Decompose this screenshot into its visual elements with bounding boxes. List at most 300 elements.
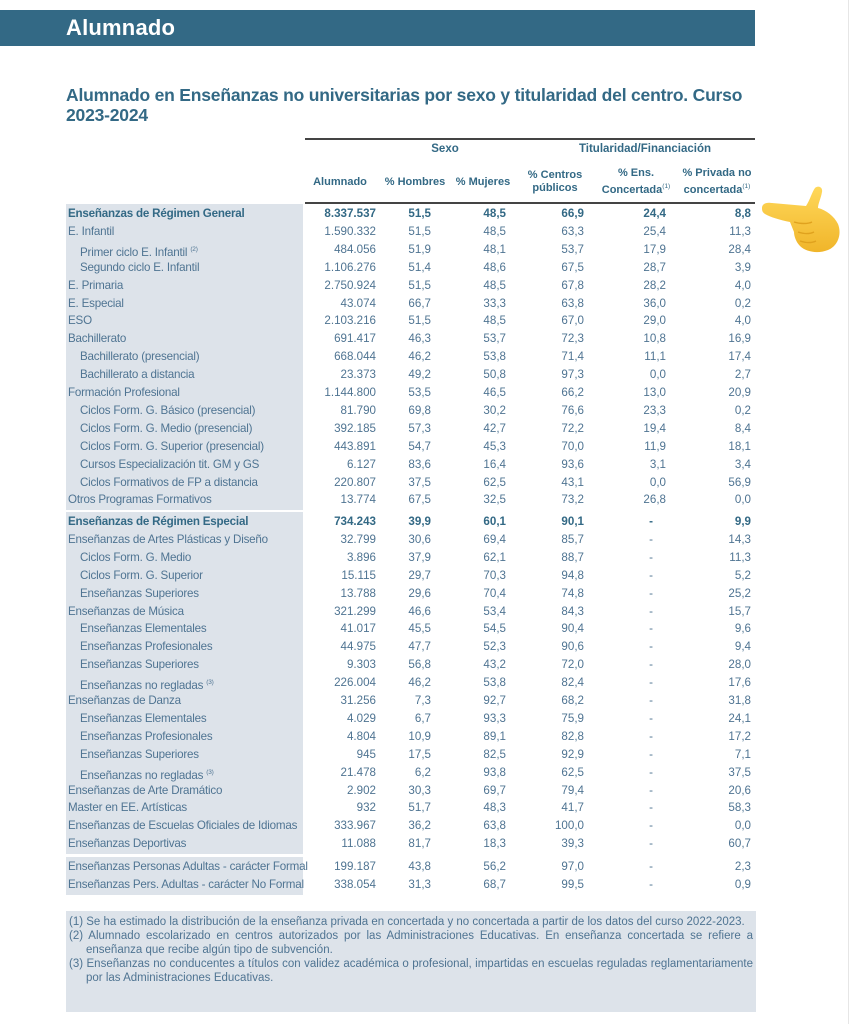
cell-alumnado: 668.044 (334, 350, 376, 364)
row-label (68, 223, 114, 241)
cell-mujeres: 48,5 (483, 207, 506, 220)
cell-privada-no-concertada: 60,7 (728, 837, 751, 851)
cell-mujeres: 45,3 (483, 439, 506, 453)
cell-alumnado: 1.590.332 (324, 224, 376, 238)
cell-mujeres: 69,4 (483, 532, 506, 546)
cell-hombres: 81,7 (408, 837, 431, 851)
cell-centros-publicos: 84,3 (561, 604, 584, 618)
cell-centros-publicos: 72,3 (561, 332, 584, 346)
cell-hombres: 46,6 (408, 604, 431, 618)
cell-concertada: 11,9 (644, 439, 666, 453)
cell-mujeres: 33,3 (483, 296, 506, 310)
banner-title: Alumnado (66, 15, 176, 40)
cell-hombres: 83,6 (408, 457, 431, 471)
cell-hombres: 29,7 (408, 568, 431, 582)
cell-hombres: 45,5 (408, 622, 431, 636)
cell-mujeres: 92,7 (483, 694, 506, 707)
cell-alumnado: 945 (356, 747, 376, 761)
row-label-text: Enseñanzas Profesionales (80, 640, 213, 654)
table-row (66, 223, 756, 241)
cell-concertada: - (649, 550, 653, 564)
table-row (66, 817, 756, 835)
cell-alumnado: 43.074 (340, 296, 376, 310)
row-label (68, 782, 222, 800)
cell-concertada: - (649, 729, 653, 743)
cell-mujeres: 30,2 (483, 403, 506, 417)
cell-concertada: - (649, 877, 653, 891)
cell-alumnado: 11.088 (341, 837, 376, 851)
table-row (66, 384, 756, 402)
cell-centros-publicos: 88,7 (561, 550, 584, 564)
cell-hombres: 46,2 (408, 676, 431, 690)
cell-alumnado: 8.337.537 (324, 207, 376, 220)
section-banner (0, 10, 755, 46)
cell-hombres: 6,7 (414, 711, 431, 725)
cell-centros-publicos: 72,2 (561, 421, 584, 435)
cell-mujeres: 16,4 (483, 457, 506, 471)
cell-alumnado: 484.056 (334, 242, 376, 256)
cell-alumnado: 44.975 (340, 640, 376, 654)
cell-privada-no-concertada: 5,2 (734, 568, 751, 582)
cell-concertada: 25,4 (643, 224, 666, 238)
cell-hombres: 51,4 (408, 260, 431, 274)
cell-mujeres: 48,6 (483, 260, 506, 274)
cell-privada-no-concertada: 9,4 (734, 640, 751, 654)
cell-privada-no-concertada: 0,9 (734, 877, 751, 891)
cell-privada-no-concertada: 17,4 (728, 350, 751, 364)
row-label (80, 728, 212, 746)
row-label (68, 205, 245, 223)
table-row (66, 567, 756, 585)
cell-concertada: - (649, 801, 653, 815)
cell-alumnado: 6.127 (346, 457, 376, 471)
row-label-text: Segundo ciclo E. Infantil (80, 260, 200, 274)
row-label (80, 549, 191, 567)
cell-concertada: 23,3 (643, 403, 666, 417)
row-label (80, 402, 255, 420)
col-header-hombres: % Hombres (384, 175, 446, 188)
cell-hombres: 46,3 (408, 332, 431, 346)
cell-hombres: 43,8 (408, 860, 431, 873)
cell-privada-no-concertada: 9,9 (734, 515, 751, 528)
cell-mujeres: 48,3 (483, 801, 506, 815)
cell-concertada: 17,9 (643, 242, 666, 256)
cell-alumnado: 220.807 (334, 475, 376, 489)
cell-hombres: 36,2 (408, 819, 431, 833)
cell-centros-publicos: 67,8 (561, 278, 584, 292)
cell-centros-publicos: 68,2 (561, 694, 584, 707)
table-row (66, 638, 756, 656)
row-label-text: Enseñanzas Elementales (80, 711, 207, 725)
row-label-text: Primer ciclo E. Infantil (80, 245, 188, 259)
cell-privada-no-concertada: 11,3 (729, 550, 751, 564)
col-header-alumnado: Alumnado (313, 175, 367, 188)
cell-privada-no-concertada: 7,1 (734, 747, 751, 761)
cell-mujeres: 43,2 (483, 658, 506, 672)
cell-mujeres: 62,5 (483, 475, 506, 489)
cell-concertada: - (649, 783, 653, 797)
row-label (68, 295, 124, 313)
cell-concertada: - (649, 586, 653, 600)
row-label-text: Bachillerato (68, 332, 127, 346)
footnote-ref: (3) (206, 768, 214, 776)
cell-alumnado: 81.790 (340, 403, 376, 417)
cell-centros-publicos: 90,1 (561, 515, 584, 528)
cell-hombres: 51,5 (408, 314, 431, 328)
row-label-text: Enseñanzas de Arte Dramático (68, 783, 223, 797)
cell-concertada: - (649, 837, 653, 851)
cell-alumnado: 734.243 (334, 515, 376, 528)
row-label (68, 384, 180, 402)
row-label (80, 348, 199, 366)
cell-hombres: 39,9 (408, 515, 431, 528)
cell-concertada: - (649, 819, 653, 833)
cell-concertada: - (649, 694, 653, 707)
row-label (80, 638, 212, 656)
table-row (66, 312, 756, 330)
table-row (66, 474, 756, 492)
cell-hombres: 51,5 (408, 278, 431, 292)
cell-mujeres: 53,8 (483, 350, 506, 364)
footnote-3: (3) Enseñanzas no conducentes a títulos con validez académica o profesional, impartidas en escuelas reguladas reglamentariamente por las Administraciones Educativas. (69, 958, 753, 984)
cell-hombres: 69,8 (408, 403, 431, 417)
cell-privada-no-concertada: 20,6 (728, 783, 751, 797)
cell-concertada: - (649, 765, 653, 779)
cell-concertada: - (649, 604, 653, 618)
cell-centros-publicos: 82,8 (561, 729, 584, 743)
row-label (80, 620, 206, 638)
cell-concertada: - (649, 711, 653, 725)
cell-centros-publicos: 92,9 (561, 747, 584, 761)
row-label (80, 567, 203, 585)
cell-mujeres: 89,1 (483, 729, 506, 743)
cell-alumnado: 9.303 (346, 658, 376, 672)
cell-centros-publicos: 90,4 (561, 622, 584, 636)
cell-hombres: 7,3 (414, 694, 431, 707)
cell-mujeres: 18,3 (483, 837, 506, 851)
cell-privada-no-concertada: 0,2 (734, 296, 751, 310)
cell-privada-no-concertada: 8,4 (734, 421, 751, 435)
cell-alumnado: 13.774 (340, 493, 376, 507)
cell-mujeres: 68,7 (483, 877, 506, 891)
cell-privada-no-concertada: 15,7 (728, 604, 751, 618)
cell-centros-publicos: 97,0 (561, 860, 584, 873)
cell-centros-publicos: 53,7 (561, 242, 584, 256)
cell-hombres: 47,7 (408, 640, 431, 654)
row-label (68, 799, 187, 817)
cell-privada-no-concertada: 31,8 (728, 694, 751, 707)
row-label (68, 858, 308, 876)
table-row (66, 241, 756, 259)
cell-alumnado: 3.896 (346, 550, 376, 564)
row-label-text: Cursos Especialización tit. GM y GS (80, 457, 260, 471)
cell-mujeres: 32,5 (483, 493, 506, 507)
table-row (66, 585, 756, 603)
cell-privada-no-concertada: 11,3 (729, 224, 751, 238)
row-label (68, 277, 123, 295)
row-label-text: Enseñanzas de Escuelas Oficiales de Idiomas (68, 819, 298, 833)
cell-centros-publicos: 41,7 (561, 801, 584, 815)
cell-hombres: 57,3 (408, 421, 431, 435)
cell-alumnado: 1.106.276 (324, 260, 376, 274)
cell-concertada: - (649, 676, 653, 690)
cell-centros-publicos: 94,8 (561, 568, 584, 582)
table-row (66, 348, 756, 366)
cell-alumnado: 23.373 (340, 368, 376, 382)
row-label (80, 438, 264, 456)
table-row (66, 531, 756, 549)
table-row (66, 330, 756, 348)
cell-concertada: 10,8 (643, 332, 666, 346)
row-label-text: Enseñanzas de Régimen General (68, 207, 245, 220)
cell-privada-no-concertada: 16,9 (728, 332, 751, 346)
cell-alumnado: 321.299 (334, 604, 376, 618)
row-label (68, 330, 126, 348)
row-label (80, 456, 259, 474)
cell-centros-publicos: 76,6 (561, 403, 584, 417)
cell-concertada: 3,1 (649, 457, 666, 471)
cell-privada-no-concertada: 9,6 (734, 622, 751, 636)
footnote-2: (2) Alumnado escolarizado en centros autorizados por las Administraciones Educativas. En enseñanza concertada se refiere a enseñanza que recibe algún tipo de subvención. (69, 930, 753, 956)
group-header-titularidad: Titularidad/Financiación (578, 143, 712, 155)
table-row (66, 799, 756, 817)
cell-alumnado: 338.054 (334, 877, 376, 891)
table-row (66, 710, 756, 728)
cell-privada-no-concertada: 0,0 (734, 493, 751, 507)
row-label (68, 312, 92, 330)
cell-mujeres: 93,3 (483, 711, 506, 725)
cell-hombres: 30,6 (408, 532, 431, 546)
cell-mujeres: 48,5 (483, 224, 506, 238)
cell-mujeres: 70,3 (483, 568, 506, 582)
cell-centros-publicos: 71,4 (561, 350, 584, 364)
row-label-text: Enseñanzas Superiores (80, 586, 199, 600)
col-header-concertada: % Ens. Concertada$^{(1)}$ (601, 167, 671, 196)
row-label-text: Ciclos Form. G. Básico (presencial) (80, 403, 256, 417)
row-label-text: Enseñanzas no regladas (80, 768, 204, 782)
cell-centros-publicos: 67,5 (561, 260, 584, 274)
cell-mujeres: 48,5 (483, 278, 506, 292)
cell-centros-publicos: 70,0 (561, 439, 584, 453)
cell-privada-no-concertada: 28,0 (728, 658, 751, 672)
cell-privada-no-concertada: 28,4 (728, 242, 751, 256)
row-label (68, 876, 304, 894)
cell-centros-publicos: 72,0 (561, 658, 584, 672)
cell-mujeres: 82,5 (483, 747, 506, 761)
row-label-text: Enseñanzas Deportivas (68, 837, 187, 851)
cell-mujeres: 42,7 (483, 421, 506, 435)
row-label (68, 817, 297, 835)
cell-mujeres: 48,1 (483, 242, 506, 256)
row-label-text: Enseñanzas de Danza (68, 694, 181, 707)
cell-privada-no-concertada: 17,2 (728, 729, 751, 743)
cell-concertada: - (649, 568, 653, 582)
cell-privada-no-concertada: 14,3 (728, 532, 751, 546)
row-label-text: Ciclos Form. G. Medio (80, 550, 192, 564)
cell-concertada: 28,7 (643, 260, 666, 274)
pointing-hand-icon (760, 186, 845, 258)
footnote-1: (1) Se ha estimado la distribución de la enseñanza privada en concertada y no concertada a partir de los datos del curso 2022-2023. (69, 916, 745, 928)
cell-alumnado: 21.478 (340, 765, 376, 779)
table-row (66, 402, 756, 420)
table-row (66, 549, 756, 567)
row-label-text: Ciclos Form. G. Superior (80, 568, 203, 582)
cell-mujeres: 53,4 (483, 604, 506, 618)
header-rule-bottom (305, 202, 755, 204)
cell-privada-no-concertada: 20,9 (728, 386, 751, 399)
cell-centros-publicos: 63,3 (561, 224, 584, 238)
cell-privada-no-concertada: 3,9 (734, 260, 751, 274)
cell-concertada: 19,4 (643, 421, 666, 435)
col-header-mujeres: % Mujeres (455, 175, 511, 188)
page-edge-divider (848, 0, 849, 1024)
row-label-text: Ciclos Formativos de FP a distancia (80, 475, 258, 489)
cell-privada-no-concertada: 17,6 (728, 676, 751, 690)
cell-privada-no-concertada: 2,7 (734, 368, 751, 382)
cell-centros-publicos: 66,2 (561, 386, 584, 399)
row-label (80, 710, 206, 728)
row-label (80, 474, 258, 492)
cell-concertada: 26,8 (643, 493, 666, 507)
cell-privada-no-concertada: 0,0 (734, 819, 751, 833)
row-label (80, 656, 199, 674)
row-label (68, 835, 186, 853)
cell-concertada: - (649, 532, 653, 546)
cell-alumnado: 2.103.216 (324, 314, 376, 328)
row-label-text: Ciclos Form. G. Superior (presencial) (80, 439, 264, 453)
row-label-text: Enseñanzas Profesionales (80, 729, 213, 743)
cell-centros-publicos: 99,5 (561, 877, 584, 891)
table-row (66, 620, 756, 638)
cell-concertada: 24,4 (643, 207, 666, 220)
cell-hombres: 29,6 (408, 586, 431, 600)
cell-privada-no-concertada: 25,2 (728, 586, 751, 600)
footnote-ref: (2) (190, 245, 198, 253)
cell-concertada: - (649, 622, 653, 636)
cell-mujeres: 62,1 (483, 550, 506, 564)
cell-privada-no-concertada: 4,0 (734, 314, 751, 328)
cell-alumnado: 443.891 (334, 439, 376, 453)
cell-privada-no-concertada: 4,0 (734, 278, 751, 292)
cell-mujeres: 50,8 (483, 368, 506, 382)
cell-concertada: 29,0 (643, 314, 666, 328)
table-row (66, 259, 756, 277)
cell-mujeres: 53,7 (483, 332, 506, 346)
cell-hombres: 53,5 (408, 386, 431, 399)
table-row (66, 782, 756, 800)
cell-centros-publicos: 73,2 (561, 493, 584, 507)
row-label-text: Enseñanzas Superiores (80, 658, 199, 672)
table-row (66, 835, 756, 853)
cell-privada-no-concertada: 58,3 (728, 801, 751, 815)
cell-centros-publicos: 85,7 (561, 532, 584, 546)
table-row (66, 205, 756, 223)
row-label-text: Enseñanzas Elementales (80, 622, 207, 636)
cell-hombres: 51,5 (408, 207, 431, 220)
cell-centros-publicos: 67,0 (561, 314, 584, 328)
cell-mujeres: 46,5 (483, 386, 506, 399)
row-label-text: E. Especial (68, 296, 124, 310)
row-label (80, 366, 194, 384)
row-label (80, 585, 199, 603)
cell-alumnado: 226.004 (334, 676, 376, 690)
cell-hombres: 37,9 (408, 550, 431, 564)
row-label (68, 603, 184, 621)
cell-alumnado: 41.017 (340, 622, 376, 636)
cell-concertada: 13,0 (643, 386, 666, 399)
row-label-text: Master en EE. Artísticas (68, 801, 187, 815)
row-label-text: Enseñanzas de Régimen Especial (68, 515, 249, 528)
cell-hombres: 10,9 (408, 729, 431, 743)
table-row (66, 728, 756, 746)
row-label-text: Bachillerato (presencial) (80, 350, 200, 364)
cell-centros-publicos: 100,0 (554, 819, 584, 833)
header-rule-top (305, 138, 755, 140)
cell-mujeres: 52,3 (483, 640, 506, 654)
cell-mujeres: 60,1 (483, 515, 506, 528)
cell-concertada: 0,0 (649, 475, 666, 489)
cell-hombres: 17,5 (408, 747, 431, 761)
cell-centros-publicos: 74,8 (561, 586, 584, 600)
cell-privada-no-concertada: 24,1 (728, 711, 751, 725)
cell-centros-publicos: 43,1 (561, 475, 584, 489)
row-label-text: E. Primaria (68, 278, 124, 292)
cell-concertada: - (649, 860, 653, 873)
cell-centros-publicos: 39,3 (561, 837, 584, 851)
cell-concertada: 0,0 (649, 368, 666, 382)
cell-alumnado: 31.256 (340, 694, 376, 707)
cell-privada-no-concertada: 3,4 (734, 457, 751, 471)
table-title: Alumnado en Enseñanzas no universitarias por sexo y titularidad del centro. Curso 2023-2024 (66, 85, 743, 125)
cell-concertada: 36,0 (643, 296, 666, 310)
cell-centros-publicos: 82,4 (561, 676, 584, 690)
cell-privada-no-concertada: 2,3 (734, 860, 751, 873)
cell-alumnado: 392.185 (334, 421, 376, 435)
cell-hombres: 54,7 (408, 439, 431, 453)
cell-hombres: 67,5 (408, 493, 431, 507)
cell-mujeres: 93,8 (483, 765, 506, 779)
cell-privada-no-concertada: 8,8 (734, 207, 751, 220)
cell-mujeres: 48,5 (483, 314, 506, 328)
cell-alumnado: 2.750.924 (324, 278, 376, 292)
cell-centros-publicos: 75,9 (561, 711, 584, 725)
row-label-text: Enseñanzas Superiores (80, 747, 199, 761)
cell-alumnado: 13.788 (340, 586, 376, 600)
cell-concertada: 11,1 (644, 350, 666, 364)
row-label (80, 746, 199, 764)
cell-concertada: - (649, 640, 653, 654)
cell-privada-no-concertada: 0,2 (734, 403, 751, 417)
cell-centros-publicos: 93,6 (561, 457, 584, 471)
cell-mujeres: 53,8 (483, 676, 506, 690)
cell-centros-publicos: 62,5 (561, 765, 584, 779)
cell-centros-publicos: 66,9 (561, 207, 584, 220)
row-label (68, 491, 212, 509)
cell-hombres: 31,3 (408, 877, 431, 891)
cell-hombres: 37,5 (408, 475, 431, 489)
table-row (66, 438, 756, 456)
cell-concertada: - (649, 747, 653, 761)
footnote-ref: (3) (206, 679, 214, 687)
table-row (66, 295, 756, 313)
row-label-text: E. Infantil (68, 224, 115, 238)
table-row (66, 656, 756, 674)
col-header-privada-no-concertada: % Privada no concertada$^{(1)}$ (682, 167, 752, 196)
cell-hombres: 49,2 (408, 368, 431, 382)
cell-centros-publicos: 97,3 (561, 368, 584, 382)
row-label-text: Enseñanzas Personas Adultas - carácter Formal (68, 860, 308, 873)
cell-mujeres: 63,8 (483, 819, 506, 833)
